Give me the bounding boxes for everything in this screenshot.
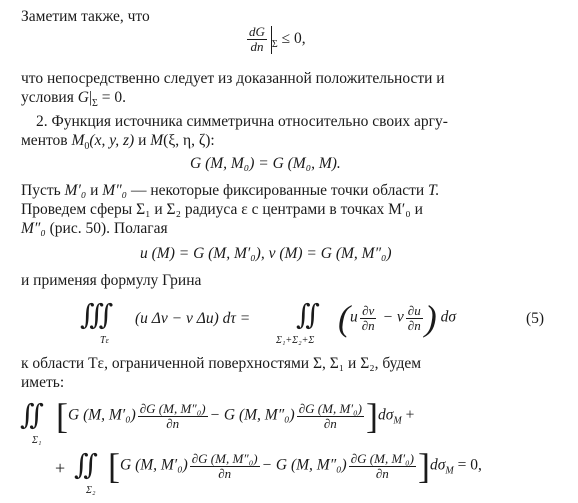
text-line	[21, 132, 215, 156]
math-symbol: T.	[428, 182, 440, 199]
text-span: и	[86, 182, 103, 199]
integral-limit: Tε	[100, 335, 109, 346]
formula-u-v: u (M) = G (M, M′₀), v (M) = G (M, M″₀)	[140, 245, 392, 262]
text-line: иметь:	[21, 374, 65, 391]
text-span: (ξ, η, ζ):	[163, 132, 215, 149]
math-symbol: M″₀	[21, 220, 46, 237]
math-symbol: M	[150, 132, 164, 149]
denominator: dn	[250, 39, 264, 54]
text-line	[21, 182, 439, 200]
subscript: Σ	[271, 39, 278, 51]
triple-integral-icon: ∭	[80, 300, 114, 331]
text-span: (рис. 50). Полагая	[45, 220, 168, 237]
math-symbol: M	[71, 132, 85, 149]
integral-limit: Σ₁	[32, 435, 42, 446]
math-symbol: |	[88, 89, 93, 106]
text-line: что непосредственно следует из доказанной положительности и	[21, 70, 445, 87]
numerator: dG	[249, 24, 265, 39]
formula-rhs: ≤ 0,	[277, 30, 306, 48]
text-line: и применяя формулу Грина	[21, 272, 202, 289]
text-line: Проведем сферы Σ₁ и Σ₂ радиуса ε с центрами в точках M′₀ и	[21, 201, 423, 218]
integral-limit: Σ₂	[86, 485, 96, 496]
double-integral-icon: ∬	[20, 400, 44, 431]
text-span: условия	[21, 89, 78, 106]
subscript: Σ	[92, 98, 98, 109]
integral-limit: Σ₁+Σ₂+Σ	[276, 335, 315, 346]
integrand: [G (M, M′₀) $\frac{\text{∂G (M, M″₀)}}{\partial n}$ − G (M, M″₀) $\frac{\text{∂G (M, M′₀)}}{\partial n}$ ]$d\sigma_M = 0$,	[108, 446, 482, 486]
math-symbol: M″₀	[102, 182, 128, 199]
text-line: Заметим также, что	[21, 8, 150, 25]
text-span: = 0.	[97, 89, 126, 106]
subscript: 0	[84, 141, 90, 152]
text-span: и	[134, 132, 151, 149]
fraction	[247, 25, 267, 54]
math-symbol: G	[77, 89, 89, 106]
text-line	[21, 89, 126, 113]
text-span: Пусть	[21, 182, 65, 199]
math-symbol: M′₀	[64, 182, 87, 199]
text-span: — некоторые фиксированные точки области	[127, 182, 429, 199]
text-line	[21, 220, 168, 238]
text-span: ментов	[21, 132, 72, 149]
double-integral-icon: ∬	[296, 300, 320, 331]
formula-dG-dn	[245, 25, 306, 54]
text-line: к области Tε, ограниченной поверхностями Σ, Σ₁ и Σ₂, будем	[21, 355, 422, 372]
double-integral-icon: ∬	[74, 450, 98, 481]
formula-rhs: (u $\frac{\partial v}{\partial n}$ − v $\frac{\partial u}{\partial n}$ ) dσ	[338, 298, 456, 338]
plus-sign: +	[55, 458, 66, 478]
formula-symmetry: G (M, M₀) = G (M₀, M).	[190, 155, 341, 172]
math-symbol: (x, y, z)	[89, 132, 135, 149]
text-line: 2. Функция источника симметрична относительно своих аргу-	[36, 113, 448, 130]
equation-number: (5)	[526, 310, 545, 327]
integrand: [G (M, M′₀) $\frac{\text{∂G (M, M″₀)}}{\partial n}$ − G (M, M″₀) $\frac{\text{∂G (M, M′₀)}}{\partial n}$ ]$d\sigma_M$ +	[56, 396, 415, 436]
formula-lhs: (u Δv − v Δu) dτ =	[135, 310, 251, 327]
